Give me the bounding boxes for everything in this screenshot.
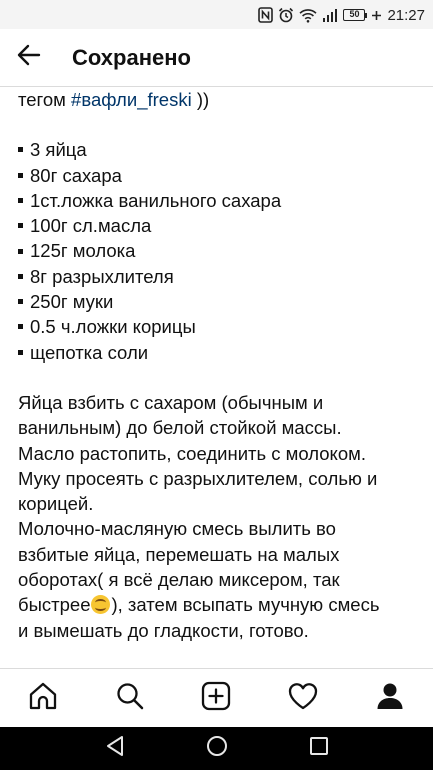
method-line: Яйца взбить с сахаром (обычным и — [18, 391, 324, 413]
back-triangle-icon — [105, 735, 125, 762]
post-caption — [0, 87, 433, 668]
caption-intro-suffix: )) — [191, 89, 210, 110]
system-nav-bar — [0, 727, 433, 770]
alarm-icon — [278, 7, 294, 23]
status-time: 21:27 — [387, 6, 425, 24]
status-icons — [258, 5, 425, 25]
hashtag-link[interactable]: #вафли_freski — [71, 89, 192, 110]
method-line: ванильным) до белой стойкой массы. — [18, 417, 342, 439]
recipe-method — [18, 390, 419, 643]
ingredient-item: 0.5 ч.ложки корицы — [18, 314, 419, 339]
app-header — [0, 29, 433, 87]
charging-icon — [372, 11, 381, 20]
system-back-button[interactable] — [101, 735, 129, 763]
tab-profile[interactable] — [360, 673, 420, 723]
ingredient-item: 80г сахара — [18, 163, 419, 188]
ingredient-item: 125г молока — [18, 238, 419, 263]
ingredient-item: 3 яйца — [18, 137, 419, 162]
ingredient-item: 250г муки — [18, 289, 419, 314]
method-line: быстрее ), затем всыпать мучную смесь — [18, 594, 380, 616]
profile-icon — [375, 681, 405, 716]
system-home-button[interactable] — [203, 735, 231, 763]
method-line: корицей. — [18, 493, 94, 515]
nfc-icon — [258, 7, 273, 23]
ingredient-item: 8г разрыхлителя — [18, 264, 419, 289]
method-line: и вымешать до гладкости, готово. — [18, 619, 309, 641]
arrow-left-icon — [17, 44, 41, 71]
method-line: Молочно-масляную смесь вылить во — [18, 518, 336, 540]
battery-level: 50 — [343, 9, 365, 21]
home-circle-icon — [206, 735, 228, 762]
smiling-face-icon — [91, 595, 110, 614]
ingredient-item: 1ст.ложка ванильного сахара — [18, 188, 419, 213]
status-bar — [0, 0, 433, 29]
tab-search[interactable] — [100, 673, 160, 723]
ingredient-item: 100г сл.масла — [18, 213, 419, 238]
method-line: взбитые яйца, перемешать на малых — [18, 543, 340, 565]
signal-icon — [322, 8, 338, 23]
method-line: Муку просеять с разрыхлителем, солью и — [18, 467, 378, 489]
tab-home[interactable] — [13, 673, 73, 723]
add-post-icon — [201, 681, 231, 716]
heart-icon — [287, 681, 319, 716]
caption-intro — [18, 87, 419, 112]
ingredient-item: щепотка соли — [18, 340, 419, 365]
wifi-icon — [299, 8, 317, 23]
home-icon — [28, 681, 58, 716]
tab-new-post[interactable] — [186, 673, 246, 723]
tab-activity[interactable] — [273, 673, 333, 723]
search-icon — [115, 681, 145, 716]
recents-square-icon — [309, 736, 329, 761]
ingredient-list — [18, 137, 419, 365]
battery-icon — [343, 9, 367, 21]
page-title: Сохранено — [72, 45, 191, 70]
back-button[interactable] — [14, 42, 44, 72]
system-recents-button[interactable] — [305, 735, 333, 763]
method-line: Масло растопить, соединить с молоком. — [18, 442, 367, 464]
bottom-tab-bar — [0, 668, 433, 727]
method-line: оборотах( я всё делаю миксером, так — [18, 569, 340, 591]
caption-intro-prefix: тегом — [18, 89, 72, 110]
